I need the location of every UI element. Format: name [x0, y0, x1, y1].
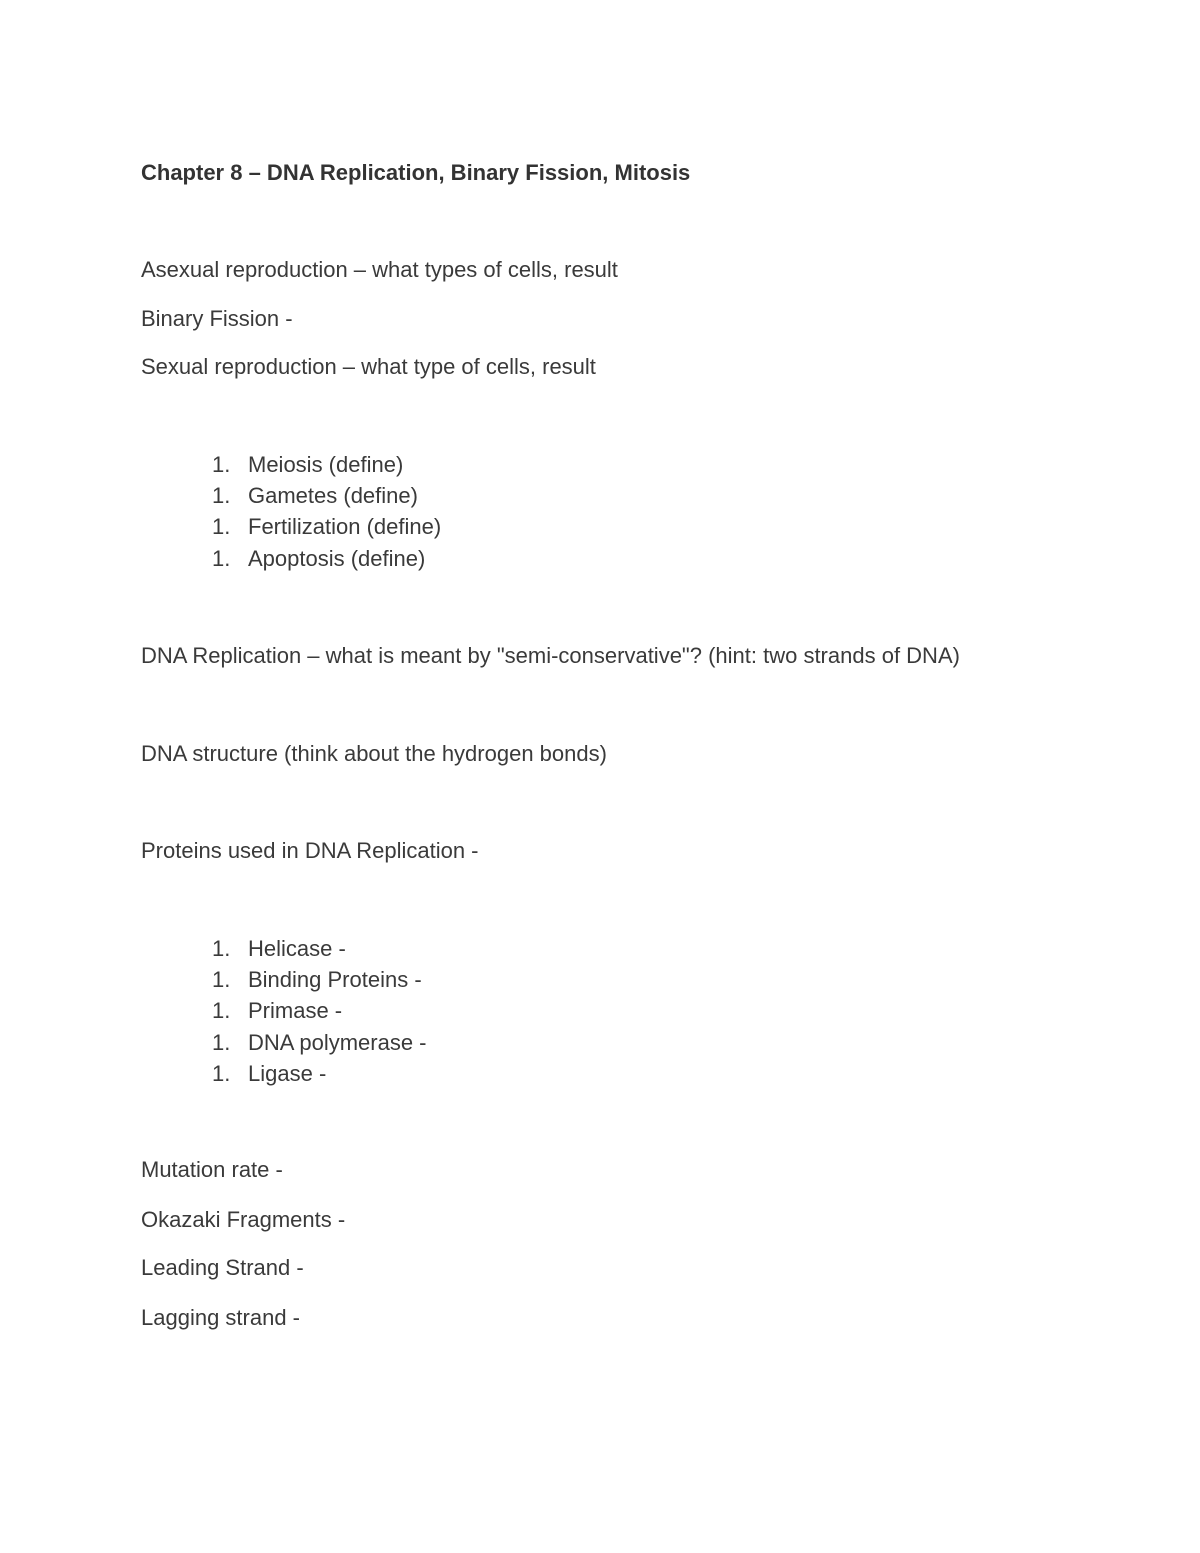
list-number: 1. [212, 483, 231, 509]
list-item-text: Apoptosis (define) [248, 545, 426, 571]
list-item-text: Binding Proteins - [248, 967, 422, 993]
dna-structure-line: DNA structure (think about the hydrogen bonds) [141, 741, 607, 766]
reproduction-terms-list [212, 452, 441, 577]
list-number: 1. [212, 545, 231, 571]
list-number: 1. [212, 452, 231, 477]
okazaki-fragments-line: Okazaki Fragments - [141, 1207, 346, 1232]
list-number: 1. [212, 1029, 231, 1055]
list-item [212, 452, 441, 483]
list-item [212, 1030, 427, 1061]
replication-proteins-list [212, 936, 427, 1092]
list-item-text: Meiosis (define) [248, 452, 404, 477]
asexual-reproduction-line: Asexual reproduction – what types of cells, result [141, 257, 618, 282]
dna-replication-line: DNA Replication – what is meant by "semi-conservative"? (hint: two strands of DNA) [141, 643, 960, 668]
list-item [212, 967, 427, 998]
binary-fission-line: Binary Fission - [141, 306, 293, 331]
list-item-text: Ligase - [248, 1060, 327, 1086]
list-number: 1. [212, 967, 231, 993]
lagging-strand-line: Lagging strand - [141, 1305, 300, 1330]
list-item-text: DNA polymerase - [248, 1029, 427, 1055]
list-item [212, 546, 441, 577]
list-item-text: Fertilization (define) [248, 514, 442, 540]
proteins-line: Proteins used in DNA Replication - [141, 838, 479, 863]
list-item [212, 483, 441, 514]
sexual-reproduction-line: Sexual reproduction – what type of cells, result [141, 354, 596, 379]
list-item [212, 514, 441, 545]
list-number: 1. [212, 514, 231, 540]
leading-strand-line: Leading Strand - [141, 1255, 304, 1280]
list-number: 1. [212, 1060, 231, 1086]
list-item [212, 936, 427, 967]
list-item [212, 1061, 427, 1092]
list-item [212, 998, 427, 1029]
list-item-text: Helicase - [248, 936, 346, 961]
list-number: 1. [212, 998, 231, 1024]
page-title: Chapter 8 – DNA Replication, Binary Fission, Mitosis [141, 160, 691, 185]
list-item-text: Gametes (define) [248, 483, 418, 509]
list-number: 1. [212, 936, 231, 961]
mutation-rate-line: Mutation rate - [141, 1157, 283, 1182]
list-item-text: Primase - [248, 998, 343, 1024]
